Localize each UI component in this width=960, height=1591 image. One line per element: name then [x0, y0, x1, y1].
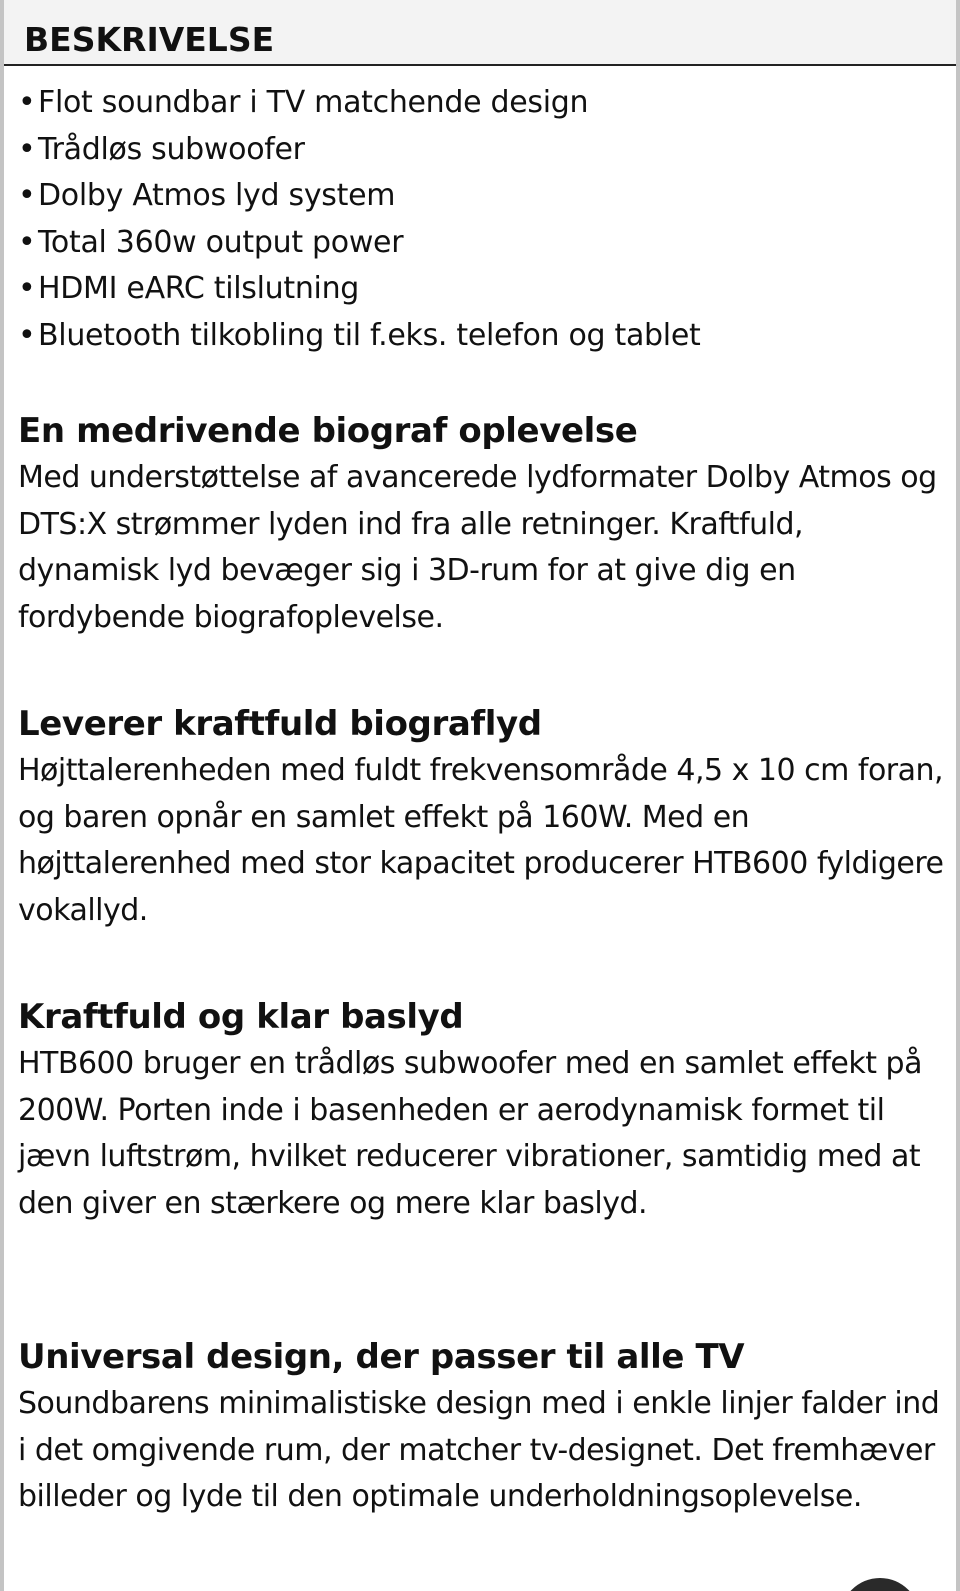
bullet-dot: •: [18, 224, 36, 260]
bullet-dot: •: [18, 271, 36, 306]
section-heading: Universal design, der passer til alle TV: [18, 1337, 745, 1377]
section-heading: Leverer kraftfuld biograflyd: [18, 704, 542, 744]
section-immersive-cinema: [18, 407, 948, 641]
section-universal-design: [18, 1333, 948, 1521]
bullet-dot: •: [18, 317, 36, 353]
section-body: Højttalerenheden med fuldt frekvensområde 4,5 x 10 cm foran, og baren opnår en samlet effekt på 160W. Med en højttalerenhed med stor kapacitet producerer HTB600 fyldigere vokallyd.: [18, 753, 944, 928]
feature-text: Flot soundbar i TV matchende design: [38, 85, 589, 120]
feature-item: [18, 313, 948, 360]
bullet-dot: •: [18, 178, 36, 213]
section-heading: Kraftfuld og klar baslyd: [18, 997, 464, 1037]
feature-item: [18, 173, 948, 220]
bullet-dot: •: [18, 131, 36, 167]
feature-list: [18, 80, 948, 359]
description-panel: [4, 0, 956, 1591]
feature-text: Dolby Atmos lyd system: [38, 178, 396, 213]
section-powerful-sound: [18, 700, 948, 934]
description-title: BESKRIVELSE: [24, 20, 275, 59]
feature-text: Trådløs subwoofer: [38, 131, 305, 167]
section-body: HTB600 bruger en trådløs subwoofer med en samlet effekt på 200W. Porten inde i basenheden er aerodynamisk formet til jævn luftstrøm, hvilket reducerer vibrationer, samtidig med at den giver en stærkere og mere klar baslyd.: [18, 1046, 922, 1221]
section-body: Soundbarens minimalistiske design med i enkle linjer falder ind i det omgivende rum, der matcher tv-designet. Det fremhæver billeder og lyde til den optimale underholdningsoplevelse.: [18, 1386, 940, 1515]
section-bass: [18, 993, 948, 1227]
feature-text: HDMI eARC tilslutning: [38, 271, 360, 306]
feature-item: [18, 127, 948, 174]
description-content: [18, 80, 948, 1515]
bullet-dot: •: [18, 85, 36, 120]
feature-item: [18, 220, 948, 267]
description-header[interactable]: [4, 0, 956, 66]
section-body: Med understøttelse af avancerede lydformater Dolby Atmos og DTS:X strømmer lyden ind fra alle retninger. Kraftfuld, dynamisk lyd bevæger sig i 3D-rum for at give dig en fordybende biografoplevelse.: [18, 460, 937, 635]
feature-text: Bluetooth tilkobling til f.eks. telefon og tablet: [38, 317, 701, 353]
feature-text: Total 360w output power: [38, 224, 404, 260]
feature-item: [18, 266, 948, 313]
feature-item: [18, 80, 948, 127]
section-heading: En medrivende biograf oplevelse: [18, 411, 638, 451]
